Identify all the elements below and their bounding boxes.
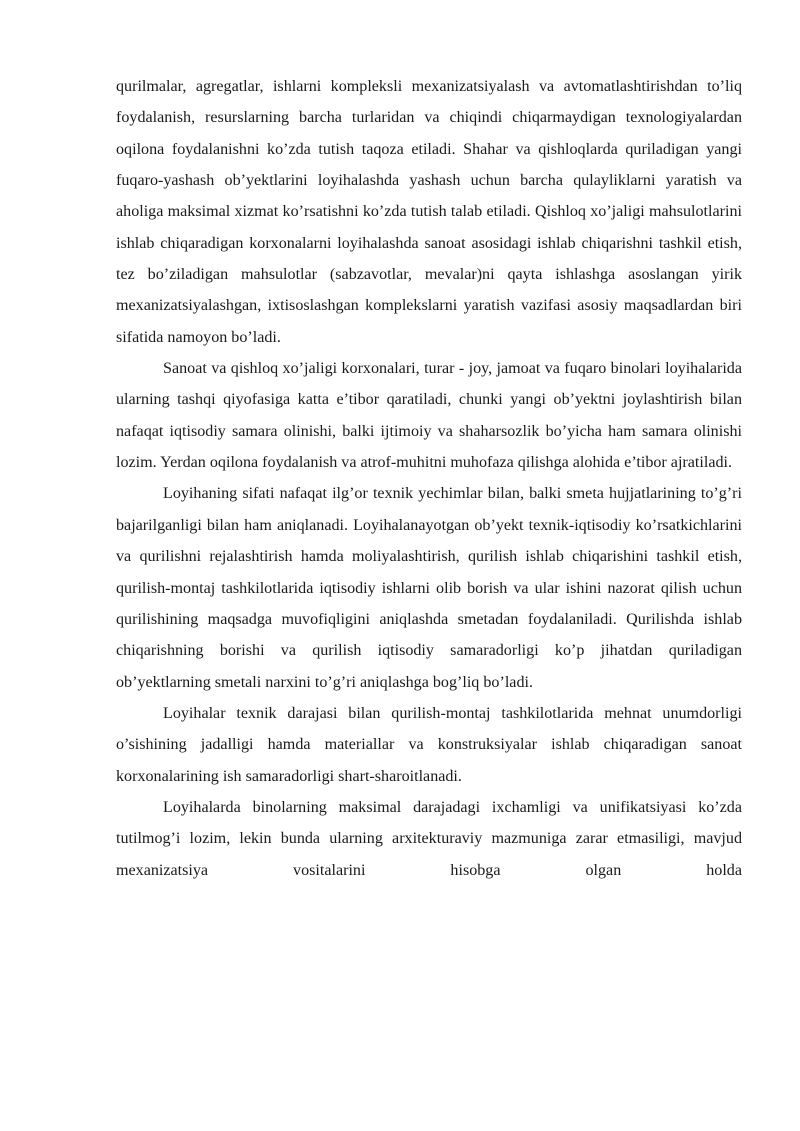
paragraph-3: Loyihaning sifati nafaqat ilg’or texnik yechimlar bilan, balki smeta hujjatlarining to’g’ri bajarilganligi bilan ham aniqlanadi. Loyihalanayotgan ob’yekt texnik-iqtisodiy ko’rsatkichlarini va qurilishni rejalashtirish hamda moliyalashtirish, qurilish ishlab chiqarishini tashkil etish, qurilish-montaj tashkilotlarida iqtisodiy ishlarni olib borish va ular ishini nazorat qilish uchun qurilishining maqsadga muvofiqligini aniqlashda smetadan foydalaniladi. Qurilishda ishlab chiqarishning borishi va qurilish iqtisodiy samaradorligi ko’p jihatdan quriladigan ob’yektlarning smetali narxini to’g’ri aniqlashga bog’liq bo’ladi.	[116, 485, 742, 691]
document-page	[116, 71, 742, 886]
paragraph-1: qurilmalar, agregatlar, ishlarni kompleksli mexanizatsiyalash va avtomatlashtirishdan to’liq foydalanish, resurslarning barcha turlaridan va chiqindi chiqarmaydigan texnologiyalardan oqilona foydalanishni ko’zda tutish taqoza etiladi. Shahar va qishloqlarda quriladigan yangi fuqaro-yashash ob’yektlarini loyihalashda yashash uchun barcha qulayliklarni yaratish va aholiga maksimal xizmat ko’rsatishni ko’zda tutish talab etiladi. Qishloq xo’jaligi mahsulotlarini ishlab chiqaradigan korxonalarni loyihalashda sanoat asosidagi ishlab chiqarishni tashkil etish, tez bo’ziladigan mahsulotlar (sabzavotlar, mevalar)ni qayta ishlashga asoslangan yirik mexanizatsiyalashgan, ixtisoslashgan komplekslarni yaratish vazifasi asosiy maqsadlardan biri sifatida namoyon bo’ladi.	[116, 78, 742, 346]
paragraph-2: Sanoat va qishloq xo’jaligi korxonalari, turar - joy, jamoat va fuqaro binolari loyihalarida ularning tashqi qiyofasiga katta e’tibor qaratiladi, chunki yangi ob’yektni joylashtirish bilan nafaqat iqtisodiy samara olinishi, balki ijtimoiy va shaharsozlik bo’yicha ham samara olinishi lozim. Yerdan oqilona foydalanish va atrof-muhitni muhofaza qilishga alohida e’tibor ajratiladi.	[116, 360, 742, 472]
paragraph-5: Loyihalarda binolarning maksimal darajadagi ixchamligi va unifikatsiyasi ko’zda tutilmog’i lozim, lekin bunda ularning arxitekturaviy mazmuniga zarar etmasiligi, mavjud mexanizatsiya vositalarini hisobga olgan holda	[116, 798, 742, 879]
paragraph-4: Loyihalar texnik darajasi bilan qurilish-montaj tashkilotlarida mehnat unumdorligi o’sishining jadalligi hamda materiallar va konstruksiyalar ishlab chiqaradigan sanoat korxonalarining ish samaradorligi shart-sharoitlanadi.	[116, 704, 742, 785]
